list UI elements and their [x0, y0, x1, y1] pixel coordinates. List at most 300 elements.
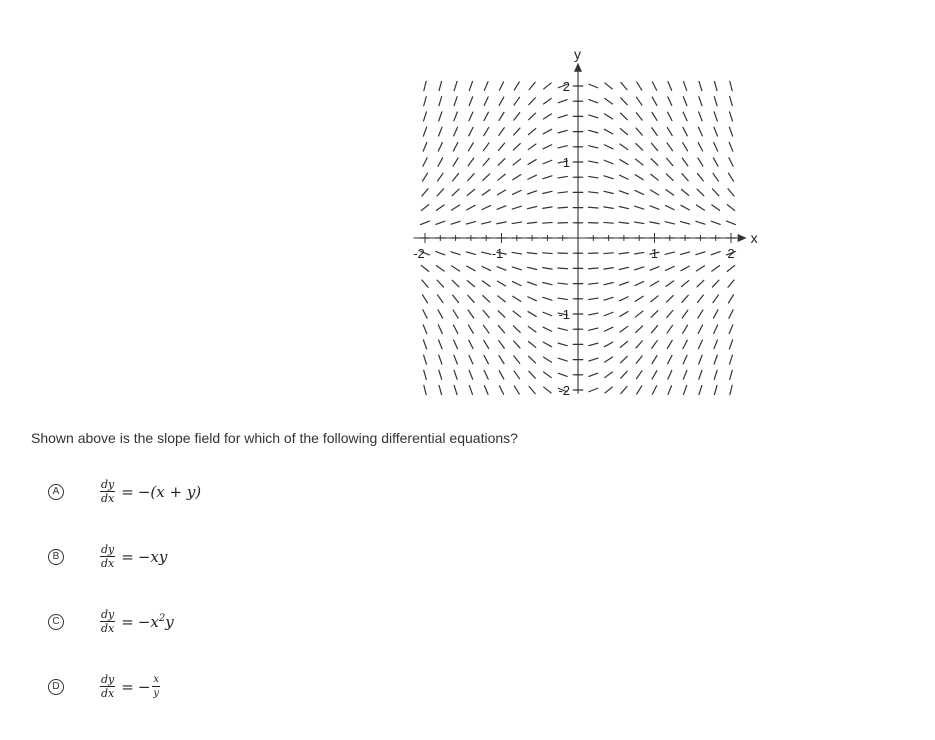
slope-segment: [620, 144, 628, 150]
slope-segment: [697, 280, 704, 287]
slope-segment: [619, 191, 628, 194]
slope-segment: [451, 252, 460, 255]
slope-segment: [558, 268, 567, 269]
slope-segment: [667, 325, 672, 333]
slope-segment: [468, 158, 474, 166]
slope-segment: [528, 297, 537, 301]
slope-segment: [439, 112, 442, 121]
x-axis-label: x: [750, 230, 758, 246]
slope-segment: [482, 252, 491, 254]
slope-field-graph: [410, 38, 770, 400]
slope-segment: [682, 310, 688, 318]
slope-segment: [544, 387, 551, 393]
slope-segment: [589, 84, 598, 88]
slope-segment: [620, 326, 628, 332]
slope-segment: [513, 190, 522, 194]
slope-segment: [699, 385, 702, 394]
slope-segment: [667, 128, 672, 136]
slope-segment: [729, 127, 732, 136]
slope-segment: [467, 281, 474, 287]
slope-segment: [469, 112, 473, 121]
slope-segment: [436, 205, 444, 211]
slope-segment: [652, 356, 657, 364]
slope-segment: [499, 341, 505, 349]
choice-a-rhs: −(x + y): [137, 482, 202, 501]
slope-segment: [529, 386, 535, 393]
slope-segment: [636, 128, 642, 135]
slope-segment: [604, 268, 613, 270]
slope-segment: [558, 115, 567, 118]
slope-segment: [424, 355, 427, 364]
slope-segment: [652, 112, 657, 120]
slope-segment: [666, 266, 675, 270]
slope-segment: [483, 310, 489, 317]
slope-segment: [454, 340, 458, 349]
slope-segment: [589, 313, 598, 315]
slope-segment: [604, 129, 612, 134]
y-tick-label-neg1: -1: [558, 307, 570, 322]
slope-segment: [636, 371, 641, 379]
slope-segment: [422, 295, 427, 303]
slope-segment: [619, 267, 628, 269]
slope-segment: [423, 325, 427, 334]
slope-segment: [619, 222, 628, 223]
slope-segment: [652, 386, 656, 394]
choice-b-bubble[interactable]: B: [48, 549, 64, 565]
slope-segment: [529, 98, 535, 105]
slope-segment: [513, 311, 520, 317]
slope-segment: [543, 160, 552, 164]
slope-segment: [454, 112, 457, 121]
slope-segment: [529, 113, 536, 120]
slope-segment: [730, 97, 733, 106]
slope-segment: [681, 281, 688, 287]
slope-segment: [683, 143, 688, 151]
slope-segment: [698, 143, 702, 151]
slope-segment: [589, 328, 598, 330]
slope-segment: [558, 176, 567, 178]
slope-segment: [604, 145, 613, 149]
slope-segment: [423, 310, 427, 318]
slope-segment: [527, 207, 536, 209]
slope-segment: [730, 385, 732, 394]
slope-segment: [604, 297, 613, 300]
slope-segment: [652, 97, 657, 105]
slope-segment: [497, 222, 506, 224]
slope-segment: [650, 267, 659, 271]
slope-segment: [543, 312, 552, 316]
slope-segment: [668, 82, 672, 91]
slope-segment: [666, 190, 674, 196]
slope-segment: [605, 98, 613, 104]
slope-segment: [729, 158, 733, 166]
slope-segment: [436, 221, 445, 224]
slope-segment: [712, 280, 718, 287]
slope-segment: [635, 206, 644, 209]
x-tick-label-neg1: -1: [491, 246, 504, 261]
slope-segment: [468, 295, 474, 302]
slope-segment: [421, 221, 430, 225]
slope-segment: [497, 206, 506, 210]
slope-segment: [558, 328, 567, 330]
slope-segment: [635, 175, 643, 180]
slope-segment: [528, 191, 537, 194]
y-tick-label-2: 2: [562, 79, 570, 94]
slope-segment: [499, 356, 504, 364]
slope-segment: [683, 355, 687, 364]
slope-segment: [666, 296, 673, 303]
choice-a-bubble[interactable]: A: [48, 484, 64, 500]
slope-segment: [558, 146, 567, 148]
slope-segment: [454, 355, 457, 364]
slope-segment: [605, 357, 613, 362]
slope-segment: [438, 158, 443, 166]
slope-segment: [497, 190, 505, 195]
slope-segment: [713, 310, 718, 318]
slope-segment: [712, 189, 718, 196]
slope-segment: [730, 81, 732, 90]
slope-segment: [498, 296, 505, 302]
slope-segment: [513, 144, 520, 151]
slope-segment: [527, 222, 536, 223]
slope-segment: [729, 325, 733, 334]
slope-segment: [454, 97, 457, 106]
slope-segment: [514, 371, 519, 379]
slope-segment: [683, 127, 687, 135]
y-tick-label-1: 1: [562, 155, 570, 170]
slope-segment: [439, 340, 443, 349]
slope-segment: [528, 341, 535, 347]
slope-segment: [558, 130, 567, 133]
slope-segment: [635, 222, 644, 224]
slope-segment: [714, 81, 717, 90]
slope-segment: [698, 127, 702, 136]
slope-segment: [423, 158, 427, 166]
slope-segment: [619, 253, 628, 254]
slope-segment: [543, 176, 552, 179]
slope-segment: [484, 355, 488, 363]
slope-segment: [422, 173, 427, 181]
choice-d-rhs-prefix: −: [137, 677, 151, 696]
slope-segment: [467, 266, 475, 271]
slope-segment: [499, 386, 503, 394]
slope-segment: [528, 175, 537, 179]
slope-segment: [604, 160, 613, 164]
slope-segment: [467, 205, 475, 210]
slope-segment: [482, 206, 491, 210]
slope-segment: [454, 81, 457, 90]
slope-segment: [713, 158, 718, 166]
slope-segment: [635, 190, 644, 194]
slope-segment: [589, 192, 598, 193]
slope-segment: [683, 112, 687, 121]
slope-segment: [714, 355, 717, 364]
slope-segment: [699, 81, 702, 90]
choice-a[interactable]: [48, 479, 201, 504]
slope-segment: [699, 112, 702, 121]
slope-segment: [438, 142, 442, 151]
slope-segment: [529, 371, 535, 378]
slope-segment: [699, 355, 702, 364]
slope-segment: [682, 174, 688, 181]
slope-segment: [498, 326, 504, 333]
slope-segment: [589, 283, 598, 284]
slope-segment: [713, 173, 718, 181]
slope-segment: [453, 158, 458, 166]
slope-segment: [727, 205, 734, 211]
slope-segment: [589, 343, 598, 346]
slope-segment: [620, 312, 628, 317]
slope-segment: [558, 343, 567, 346]
slope-segment: [467, 189, 474, 195]
choice-c-rhs: $-x^2y$: [137, 612, 174, 631]
graph-axes: [414, 63, 747, 394]
slope-segment: [604, 191, 613, 193]
slope-segment: [696, 252, 705, 255]
slope-segment: [454, 370, 457, 379]
slope-segment: [727, 221, 736, 225]
slope-segment: [620, 341, 627, 347]
slope-segment: [621, 82, 627, 89]
slope-segment: [544, 83, 551, 89]
slope-segment: [483, 158, 489, 165]
slope-segment: [652, 341, 658, 349]
slope-segment: [619, 207, 628, 209]
choice-b[interactable]: [48, 544, 167, 569]
slope-segment: [667, 143, 672, 151]
slope-segment: [513, 159, 520, 165]
slope-segment: [667, 310, 673, 317]
slope-segment: [605, 387, 612, 393]
slope-segment: [621, 371, 627, 378]
slope-segment: [468, 143, 473, 151]
slope-segment: [528, 144, 536, 150]
slope-segment: [498, 311, 505, 318]
slope-segment: [543, 283, 552, 285]
slope-segment: [589, 100, 598, 103]
slope-segment: [514, 341, 520, 348]
slope-segment: [730, 355, 733, 364]
slope-segment: [453, 325, 457, 333]
slope-segment: [696, 205, 704, 210]
slope-segment: [698, 158, 703, 166]
slope-segment: [589, 207, 598, 208]
slope-segment: [453, 143, 457, 151]
slope-segment: [424, 81, 426, 90]
slope-segment: [424, 112, 427, 121]
slope-segment: [452, 280, 459, 287]
choice-d-bubble[interactable]: D: [48, 679, 64, 695]
slope-segment: [497, 267, 506, 271]
slope-segment: [558, 373, 567, 376]
y-axis-arrowhead: [574, 63, 582, 72]
slope-segment: [636, 97, 641, 105]
slope-segment: [666, 281, 674, 287]
slope-segment: [498, 174, 505, 180]
slope-segment: [711, 221, 720, 224]
slope-segment: [604, 176, 613, 179]
slope-segment: [636, 341, 642, 348]
slope-segment: [469, 127, 473, 135]
choice-c-bubble[interactable]: C: [48, 614, 64, 630]
slope-segment: [484, 340, 489, 348]
slope-segment: [513, 282, 522, 286]
choice-c-equation: $\frac{dy}{dx}$ = $-x^2y$: [101, 608, 174, 635]
slope-segment: [620, 113, 627, 120]
slope-segment: [543, 191, 552, 193]
slope-segment: [605, 83, 612, 89]
slope-segment: [683, 97, 687, 106]
slope-segment: [423, 142, 427, 151]
slope-segment: [604, 207, 613, 209]
slope-segment: [499, 128, 505, 136]
slope-segment: [683, 370, 687, 379]
slope-segment: [484, 386, 488, 395]
slope-segment: [699, 97, 702, 106]
slope-segment: [513, 326, 520, 333]
slope-segment: [651, 174, 658, 180]
slope-segment: [714, 340, 718, 349]
slope-segment: [714, 325, 718, 334]
slope-segment: [668, 97, 672, 106]
slope-segment: [528, 326, 536, 332]
slope-segment: [712, 205, 720, 211]
slope-segment: [452, 189, 459, 196]
slope-segment: [668, 355, 672, 363]
slope-segment: [438, 295, 443, 303]
slope-segment: [714, 385, 717, 394]
x-tick-label-1: 1: [650, 246, 659, 261]
slope-segment: [714, 142, 718, 151]
slope-segment: [620, 129, 627, 135]
slope-segment: [483, 296, 490, 303]
slope-segment: [453, 310, 458, 318]
slope-segment: [497, 281, 505, 286]
slope-segment: [543, 145, 552, 149]
slope-segment: [544, 372, 552, 378]
slope-segment: [683, 325, 688, 333]
slope-segment: [636, 113, 642, 120]
slope-segment: [666, 206, 675, 210]
slope-segment: [620, 297, 629, 301]
slope-segment: [729, 142, 733, 151]
slope-segment: [543, 222, 552, 223]
slope-segment: [728, 189, 734, 196]
slope-segment: [714, 97, 717, 106]
slope-segment: [635, 311, 642, 317]
slope-segment: [543, 268, 552, 270]
slope-segment: [728, 295, 733, 303]
slope-segment: [558, 358, 567, 361]
slope-segment: [513, 175, 521, 180]
slope-segment: [668, 370, 672, 379]
slope-segment: [544, 98, 552, 104]
slope-segment: [589, 176, 598, 178]
slope-segment: [558, 207, 567, 208]
slope-segment: [604, 342, 612, 347]
slope-segment: [454, 127, 458, 136]
slope-segment: [469, 340, 473, 348]
choice-d[interactable]: [48, 674, 160, 699]
slope-segment: [730, 112, 733, 121]
slope-segment: [439, 97, 442, 106]
slope-segment: [636, 326, 643, 333]
slope-segment: [589, 268, 598, 269]
choice-b-rhs: −xy: [137, 547, 168, 566]
slope-segment: [543, 357, 551, 362]
slope-segment: [469, 370, 473, 379]
slope-segment: [469, 386, 472, 395]
slope-segment: [453, 295, 459, 302]
slope-segment: [423, 340, 426, 349]
slope-segment: [498, 159, 505, 166]
slope-segment: [484, 112, 488, 120]
slope-segment: [605, 114, 613, 119]
slope-segment: [697, 189, 704, 196]
slope-segment: [697, 173, 703, 180]
slope-segment: [668, 386, 672, 395]
slope-segment: [499, 112, 504, 120]
slope-segment: [424, 385, 426, 394]
slope-segment: [512, 267, 521, 270]
slope-segment: [635, 267, 644, 270]
x-axis-arrowhead: [738, 234, 747, 242]
slope-segment: [528, 160, 536, 165]
slope-segment: [714, 127, 718, 136]
slope-segment: [589, 146, 598, 148]
slope-segment: [514, 386, 519, 394]
slope-segment: [620, 356, 627, 363]
slope-segment: [437, 189, 443, 196]
slope-segment: [651, 326, 657, 333]
slope-segment: [514, 113, 520, 120]
slope-segment: [681, 189, 688, 195]
slope-segment: [604, 253, 613, 254]
slope-segment: [482, 266, 491, 270]
slope-segment: [452, 266, 460, 271]
slope-segment: [468, 174, 474, 181]
slope-segment: [714, 370, 717, 379]
slope-segment: [514, 356, 520, 363]
slope-segment: [438, 173, 443, 181]
slope-segment: [681, 266, 689, 271]
slope-segment: [514, 82, 519, 90]
slope-segment: [466, 222, 475, 225]
slope-segment: [543, 129, 551, 134]
slope-segment: [682, 295, 688, 302]
slope-segment: [727, 265, 734, 271]
slope-segment: [683, 82, 686, 91]
slope-segment: [543, 342, 551, 347]
slope-segment: [484, 82, 488, 91]
slope-segment: [483, 325, 488, 333]
slope-segment: [621, 386, 627, 393]
choice-c[interactable]: [48, 609, 174, 634]
slope-segment: [651, 296, 658, 302]
slope-segment: [422, 280, 428, 287]
slope-segment: [650, 190, 658, 195]
slope-segment: [619, 282, 628, 285]
slope-segment: [483, 174, 490, 181]
slope-segment: [543, 253, 552, 254]
slope-segment: [527, 253, 536, 254]
slope-segment: [439, 81, 442, 90]
slope-segment: [528, 312, 536, 317]
slope-segment: [637, 386, 642, 394]
slope-segment: [484, 128, 489, 136]
slope-segment: [424, 370, 427, 379]
slope-segment: [452, 205, 460, 210]
